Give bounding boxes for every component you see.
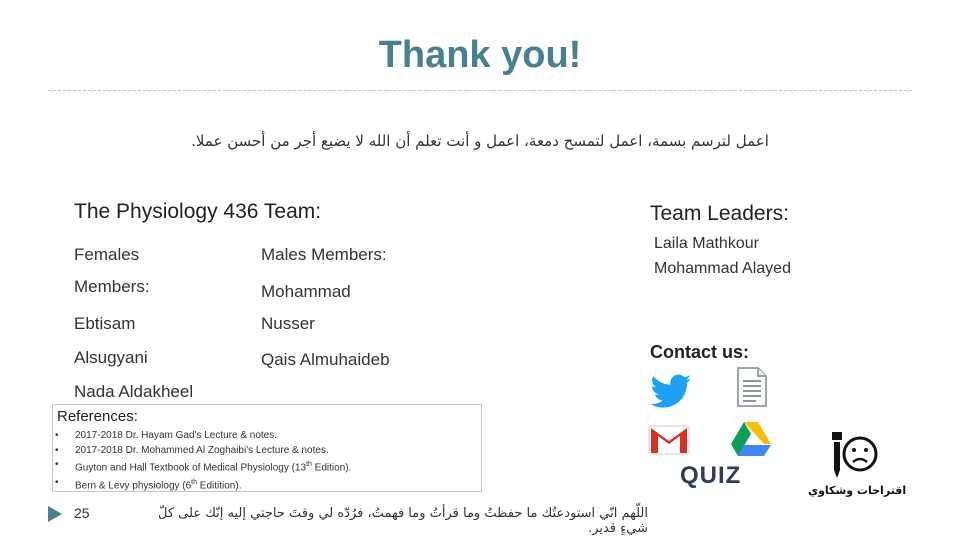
members-label: Members: (74, 277, 150, 296)
male-member-name: Nusser (261, 314, 315, 333)
team-heading: The Physiology 436 Team: (74, 200, 322, 223)
bullet: • (55, 430, 59, 441)
male-member-name: Qais Almuhaideb (261, 350, 390, 369)
female-member-name: Alsugyani (74, 348, 148, 367)
reference-item: • Bern & Levy physiology (6th Editition). (55, 476, 242, 492)
team-leaders-heading: Team Leaders: (650, 202, 789, 225)
references-box (52, 404, 482, 492)
twitter-icon[interactable] (650, 374, 692, 408)
gmail-icon[interactable] (648, 424, 690, 456)
female-member-name: Nada Aldakheel (74, 382, 194, 401)
bullet: • (55, 476, 59, 488)
page-number: 25 (74, 505, 90, 521)
arabic-quote: اعمل لترسم بسمة، اعمل لتمسح دمعة، اعمل و أنت تعلم أن الله لا يضيع أجر من أحسن عملا. (191, 132, 769, 150)
quiz-icon[interactable]: QUIZ (680, 462, 742, 489)
arabic-prayer: اللّهم انّي استودعتُك ما حفظتُ وما قرأتُ وما فهمتُ، فرُدّه لي وقتَ حاجتي إليه إنّك على كلّ شيءٍ قدير. (158, 506, 648, 536)
leader-name: Laila Mathkour (654, 235, 759, 252)
reference-item: • 2017-2018 Dr. Hayam Gad's Lecture & notes. (55, 429, 351, 444)
males-members-label: Males Members: (261, 245, 387, 264)
title-divider (48, 90, 912, 91)
bullet: • (55, 459, 59, 470)
document-icon[interactable] (736, 366, 768, 408)
google-drive-icon[interactable] (730, 420, 772, 456)
females-label: Females (74, 245, 140, 264)
references-heading: References: (57, 408, 138, 425)
male-member-name: Mohammad (261, 282, 351, 301)
contact-us-heading: Contact us: (650, 342, 749, 362)
reference-item: • 2017-2018 Dr. Mohammed Al Zoghaibi's Lecture & notes. (55, 444, 351, 459)
bullet: • (55, 444, 59, 456)
complaints-label: اقتراحات وشكاوي (808, 484, 907, 497)
reference-item: • Guyton and Hall Textbook of Medical Physiology (13th Edition). (55, 459, 352, 474)
play-icon (48, 506, 62, 522)
leader-name: Mohammad Alayed (654, 260, 791, 277)
slide-title: Thank you! (378, 34, 582, 76)
female-member-name: Ebtisam (74, 314, 136, 333)
references-list (55, 429, 351, 494)
complaints-icon[interactable] (824, 430, 880, 482)
